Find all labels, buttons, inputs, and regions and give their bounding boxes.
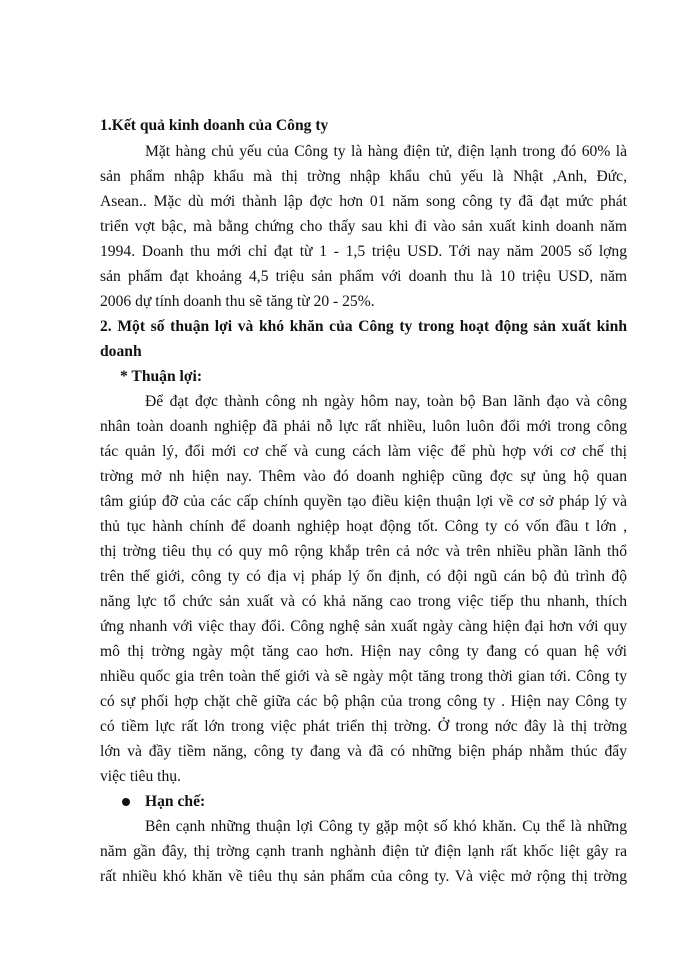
paragraph-line: Mặt hàng chủ yếu của Công ty là hàng điện tử, điện lạnh trong đó 60% là [145,143,627,160]
paragraph-line: 2006 dự tính doanh thu sẽ tăng từ 20 - 25%. [100,293,375,310]
paragraph-line: thủ tục hành chính để doanh nghiệp hoạt động tốt. Công ty có vốn đầu t lớn , [100,518,627,535]
paragraph-line: việc tiêu thụ. [100,768,181,785]
paragraph-line: có tiềm lực rất lớn trong việc phát triển thị trờng. Ở trong nớc đây là thị trờng [100,718,627,735]
paragraph-line: thị trờng tiêu thụ có quy mô rộng khắp trên cả nớc và trên nhiều phần lãnh thổ [100,543,627,560]
paragraph-line: sản phẩm đạt khoảng 4,5 triệu sản phẩm với doanh thu là 10 triệu USD, năm [100,268,627,285]
paragraph-line: ứng nhanh với việc thay đổi. Công nghệ sản xuất ngày càng hiện đại hơn với quy [100,618,627,635]
paragraph-line: 1994. Doanh thu mới chỉ đạt từ 1 - 1,5 triệu USD. Tới nay năm 2005 số lợng [100,243,627,260]
subheading-advantages: * Thuận lợi: [120,368,203,385]
paragraph-line: rất nhiều khó khăn về tiêu thụ sản phẩm của công ty. Và việc mở rộng thị trờng [100,868,627,885]
paragraph-line: Bên cạnh những thuận lợi Công ty gặp một số khó khăn. Cụ thể là những [145,818,627,835]
paragraph-line: trên thế giới, công ty có địa vị pháp lý ổn định, có đội ngũ cán bộ đủ trình độ [100,568,627,585]
section-heading-business-results: 1.Kết quả kinh doanh của Công ty [100,117,329,134]
paragraph-line: tâm giúp đỡ của các cấp chính quyền tạo điều kiện thuận lợi về cơ sở pháp lý và [100,493,627,510]
section-heading-advantages-difficulties-cont: doanh [100,343,142,360]
paragraph-line: trờng mở nh hiện nay. Thêm vào đó doanh nghiệp cũng đợc sự ủng hộ quan [100,468,627,485]
section-heading-advantages-difficulties: 2. Một số thuận lợi và khó khăn của Công ty trong hoạt động sản xuất kinh [100,318,627,335]
paragraph-line: năng lực tổ chức sản xuất và có khả năng cao trong việc tiếp thu nhanh, thích [100,593,627,610]
paragraph-line: tác quản lý, đổi mới cơ chế và cung cách làm việc để phù hợp với cơ chế thị [100,443,627,460]
bullet-icon [122,798,130,806]
paragraph-line: Asean.. Mặc dù mới thành lập đợc hơn 01 năm song công ty đã đạt mức phát [100,193,627,210]
paragraph-line: mô thị trờng ngày một tăng cao hơn. Hiện nay công ty đang có quan hệ với [100,643,627,660]
paragraph-line: năm gần đây, thị trờng cạnh tranh nghành điện tử điện lạnh rất khốc liệt gây ra [100,843,627,860]
paragraph-line: nhiều quốc gia trên toàn thế giới và sẽ ngày một tăng trong thời gian tới. Công ty [100,668,627,685]
subheading-limitations: Hạn chế: [145,793,206,810]
paragraph-line: Để đạt đợc thành công nh ngày hôm nay, toàn bộ Ban lãnh đạo và công [145,393,627,410]
paragraph-line: triển vợt bậc, mà bằng chứng cho thấy sau khi đi vào sản xuất kinh doanh năm [100,218,627,235]
paragraph-line: nhân toàn doanh nghiệp đã phải nỗ lực rất nhiều, luôn luôn đổi mới trong công [100,418,627,435]
paragraph-line: có sự phối hợp chặt chẽ giữa các bộ phận của trong công ty . Hiện nay Công ty [100,693,627,710]
paragraph-line: sản phẩm nhập khẩu mà thị trờng nhập khẩu chủ yếu là Nhật ,Anh, Đức, [100,168,627,185]
paragraph-line: lớn và đầy tiềm năng, công ty đang và đã có những biện pháp nhằm thúc đẩy [100,743,627,760]
